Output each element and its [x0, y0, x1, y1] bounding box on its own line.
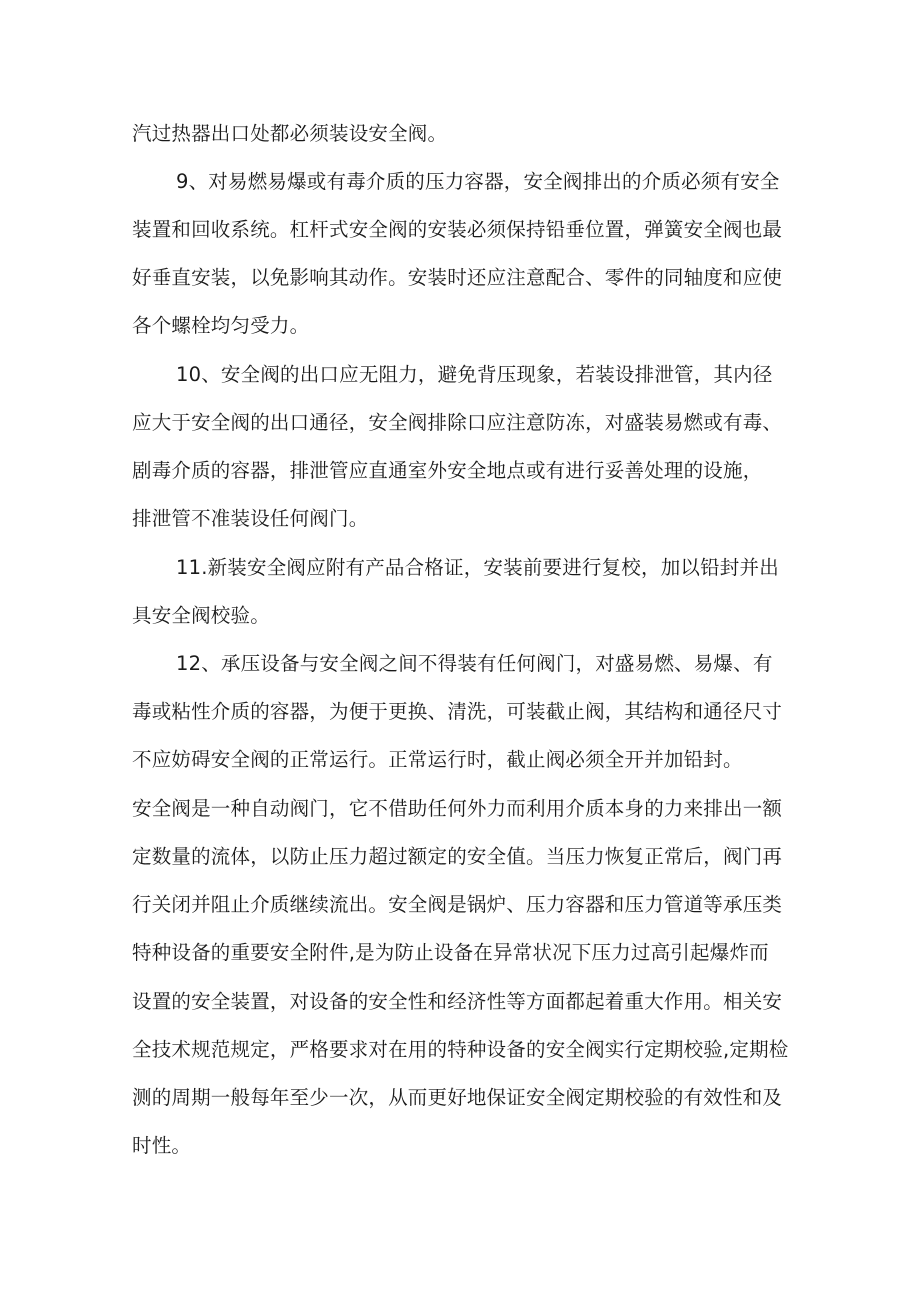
text-line: 设置的安全装置，对设备的安全性和经济性等方面都起着重大作用。相关安 [132, 990, 783, 1013]
text-line: 9、对易燃易爆或有毒介质的压力容器，安全阀排出的介质必须有安全 [176, 170, 780, 193]
text-line: 毒或粘性介质的容器，为便于更换、清洗，可装截止阀，其结构和通径尺寸 [132, 700, 783, 723]
text-line: 不应妨碍安全阀的正常运行。正常运行时，截止阀必须全开并加铅封。 [132, 748, 743, 771]
text-line: 特种设备的重要安全附件,是为防止设备在异常状况下压力过高引起爆炸而 [132, 941, 769, 964]
text-line: 时性。 [132, 1134, 192, 1157]
text-line: 装置和回收系统。杠杆式安全阀的安装必须保持铅垂位置，弹簧安全阀也最 [132, 218, 783, 241]
text-line: 11.新装安全阀应附有产品合格证，安装前要进行复校，加以铅封并出 [176, 556, 779, 579]
text-line: 行关闭并阻止介质继续流出。安全阀是锅炉、压力容器和压力管道等承压类 [132, 893, 783, 916]
text-line: 定数量的流体，以防止压力超过额定的安全值。当压力恢复正常后，阀门再 [132, 845, 783, 868]
text-line: 好垂直安装，以免影响其动作。安装时还应注意配合、零件的同轴度和应使 [132, 266, 783, 289]
text-line: 排泄管不准装设任何阀门。 [132, 507, 369, 530]
text-line: 剧毒介质的容器，排泄管应直通室外安全地点或有进行妥善处理的设施， [132, 459, 763, 482]
text-line: 12、承压设备与安全阀之间不得装有任何阀门，对盛易燃、易爆、有 [176, 652, 773, 675]
text-line: 各个螺栓均匀受力。 [132, 314, 310, 337]
text-line: 10、安全阀的出口应无阻力，避免背压现象，若装设排泄管，其内径 [176, 363, 773, 386]
text-line: 测的周期一般每年至少一次，从而更好地保证安全阀定期校验的有效性和及 [132, 1086, 783, 1109]
text-line: 安全阀是一种自动阀门，它不借助任何外力而利用介质本身的力来排出一额 [132, 797, 783, 820]
text-line: 具安全阀校验。 [132, 604, 270, 627]
text-line: 全技术规范规定，严格要求对在用的特种设备的安全阀实行定期校验,定期检 [132, 1038, 789, 1061]
text-line: 汽过热器出口处都必须装设安全阀。 [132, 122, 448, 145]
text-line: 应大于安全阀的出口通径，安全阀排除口应注意防冻，对盛装易燃或有毒、 [132, 411, 783, 434]
